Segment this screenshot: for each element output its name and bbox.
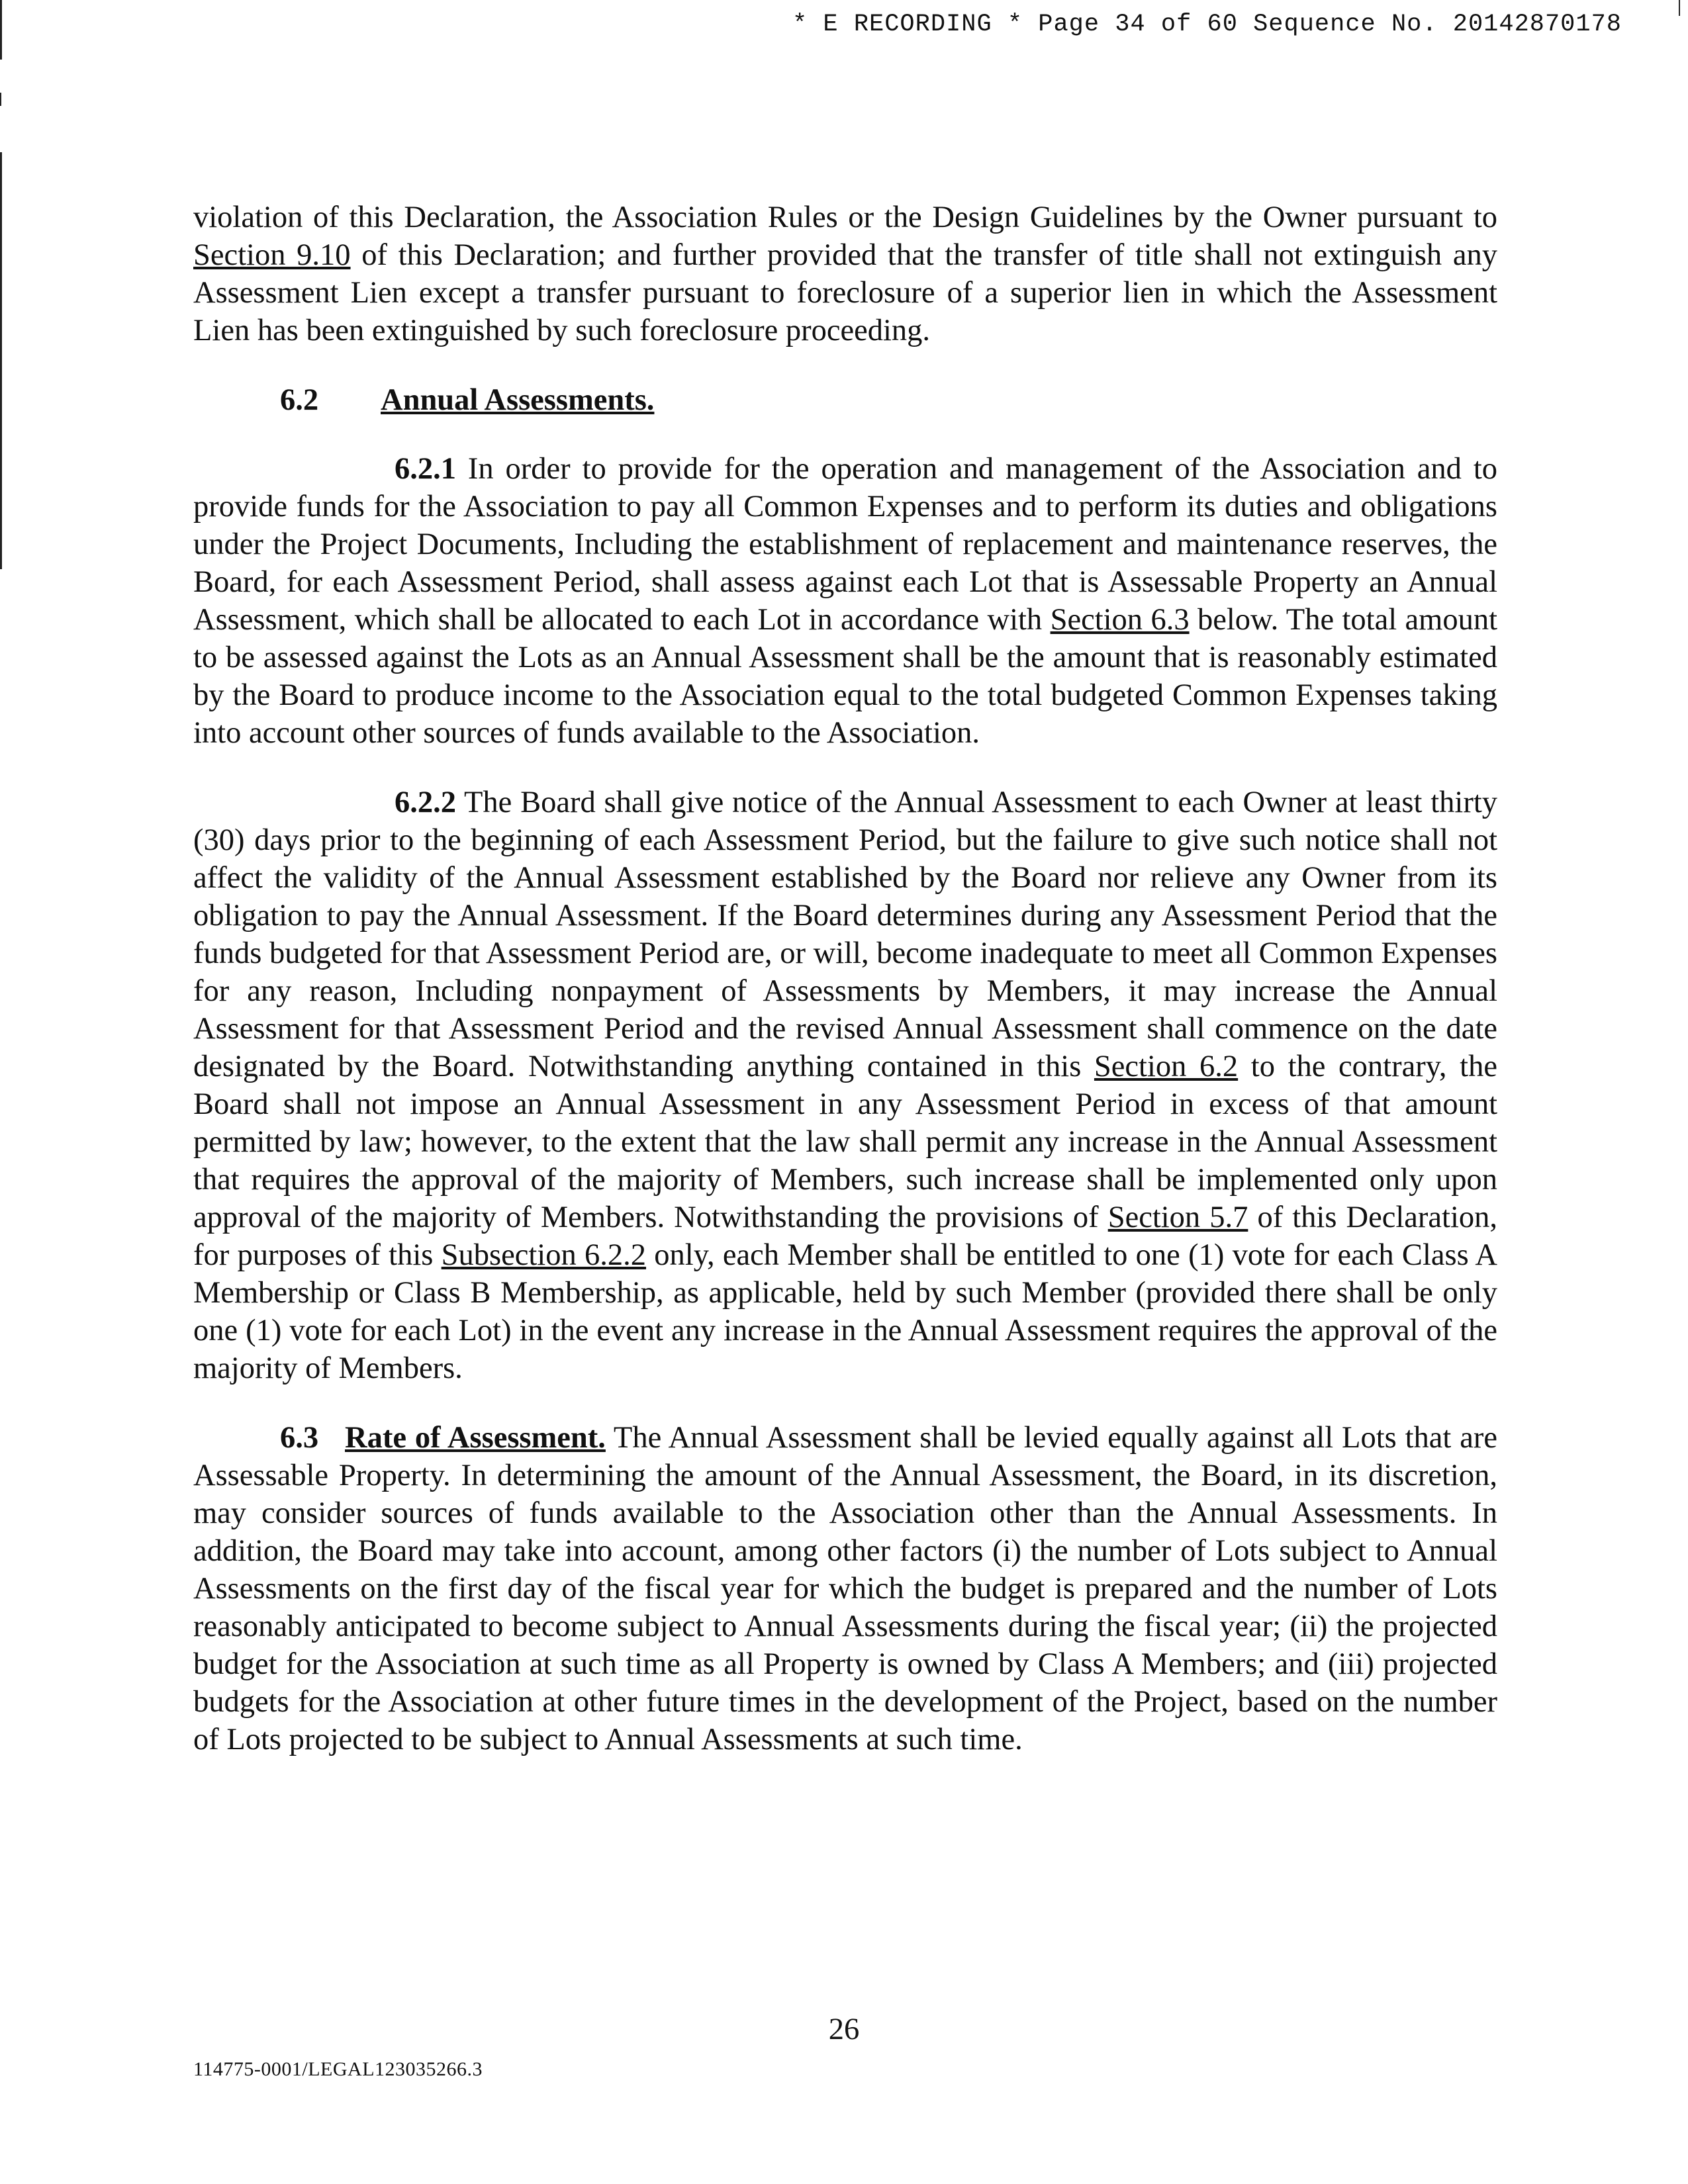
scan-edge-mark	[0, 93, 1, 106]
section-title: Annual Assessments.	[381, 383, 655, 417]
page-number: 26	[828, 2013, 860, 2046]
section-reference: Section 6.2	[1094, 1050, 1239, 1083]
recording-stamp: * E RECORDING * Page 34 of 60 Sequence No. 20142870178	[792, 11, 1622, 38]
section-heading-6-2	[193, 381, 1497, 419]
paragraph-6-2-2: 6.2.2 The Board shall give notice of the Annual Assessment to each Owner at least thirty (30) days prior to the beginning of each Assessment Period, but the failure to give such notice shall not affect the validity of the Annual Assessment established by the Board nor relieve any Owner from its obligation to pay the Annual Assessment. If the Board determines during any Assessment Period that the funds budgeted for that Assessment Period are, or will, become inadequate to meet all Common Expenses for any reason, Including nonpayment of Assessments by Members, it may increase the Annual Assessment for that Assessment Period and the revised Annual Assessment shall commence on the date designated by the Board. Notwithstanding anything contained in this Section 6.2 to the contrary, the Board shall not impose an Annual Assessment in any Assessment Period in excess of that amount permitted by law; however, to the extent that the law shall permit any increase in the Annual Assessment that requires the approval of the majority of Members, such increase shall be implemented only upon approval of the majority of Members. Notwithstanding the provisions of Section 5.7 of this Declaration, for purposes of this Subsection 6.2.2 only, each Member shall be entitled to one (1) vote for each Class A Membership or Class B Membership, as applicable, held by such Member (provided there shall be only one (1) vote for each Lot) in the event any increase in the Annual Assessment requires the approval of the majority of Members.	[193, 786, 1498, 1385]
document-body	[193, 199, 1497, 1758]
subsection-number: 6.2.2	[395, 786, 456, 819]
section-reference: Section 5.7	[1107, 1201, 1248, 1234]
section-title: Rate of Assessment.	[345, 1421, 606, 1455]
paragraph-continuation: violation of this Declaration, the Association Rules or the Design Guidelines by the Owner pursuant to Section 9.10 of this Declaration; and further provided that the transfer of title shall not extinguish any Assessment Lien except a transfer pursuant to foreclosure of a superior lien in which the Assessment Lien has been extinguished by such foreclosure proceeding.	[193, 201, 1497, 347]
section-reference: Section 9.10	[193, 238, 351, 272]
section-reference: Section 6.3	[1050, 603, 1190, 637]
scan-edge-mark	[0, 152, 2, 569]
subsection-number: 6.2.1	[395, 452, 456, 486]
scan-edge-mark	[0, 0, 2, 60]
section-reference: Subsection 6.2.2	[441, 1238, 647, 1272]
paragraph-6-3: 6.3 Rate of Assessment. The Annual Assessment shall be levied equally against all Lots that are Assessable Property. In determining the amount of the Annual Assessment, the Board, in its discretion, may consider sources of funds available to the Association other than the Annual Assessments. In addition, the Board may take into account, among other factors (i) the number of Lots subject to Annual Assessments on the first day of the fiscal year for which the budget is prepared and the number of Lots reasonably anticipated to become subject to Annual Assessments during the fiscal year; (ii) the projected budget for the Association at such time as all Property is owned by Class A Members; and (iii) projected budgets for the Association at other future times in the development of the Project, based on the number of Lots projected to be subject to Annual Assessments at such time.	[193, 1419, 1497, 1758]
document-id: 114775-0001/LEGAL123035266.3	[193, 2058, 483, 2080]
scan-edge-mark	[1679, 0, 1680, 16]
section-number: 6.2	[280, 383, 319, 417]
paragraph-6-2-1: 6.2.1 In order to provide for the operation and management of the Association and to provide funds for the Association to pay all Common Expenses and to perform its duties and obligations under the Project Documents, Including the establishment of replacement and maintenance reserves, the Board, for each Assessment Period, shall assess against each Lot that is Assessable Property an Annual Assessment, which shall be allocated to each Lot in accordance with Section 6.3 below. The total amount to be assessed against the Lots as an Annual Assessment shall be the amount that is reasonably estimated by the Board to produce income to the Association equal to the total budgeted Common Expenses taking into account other sources of funds available to the Association.	[193, 452, 1498, 750]
section-number: 6.3	[280, 1421, 319, 1455]
